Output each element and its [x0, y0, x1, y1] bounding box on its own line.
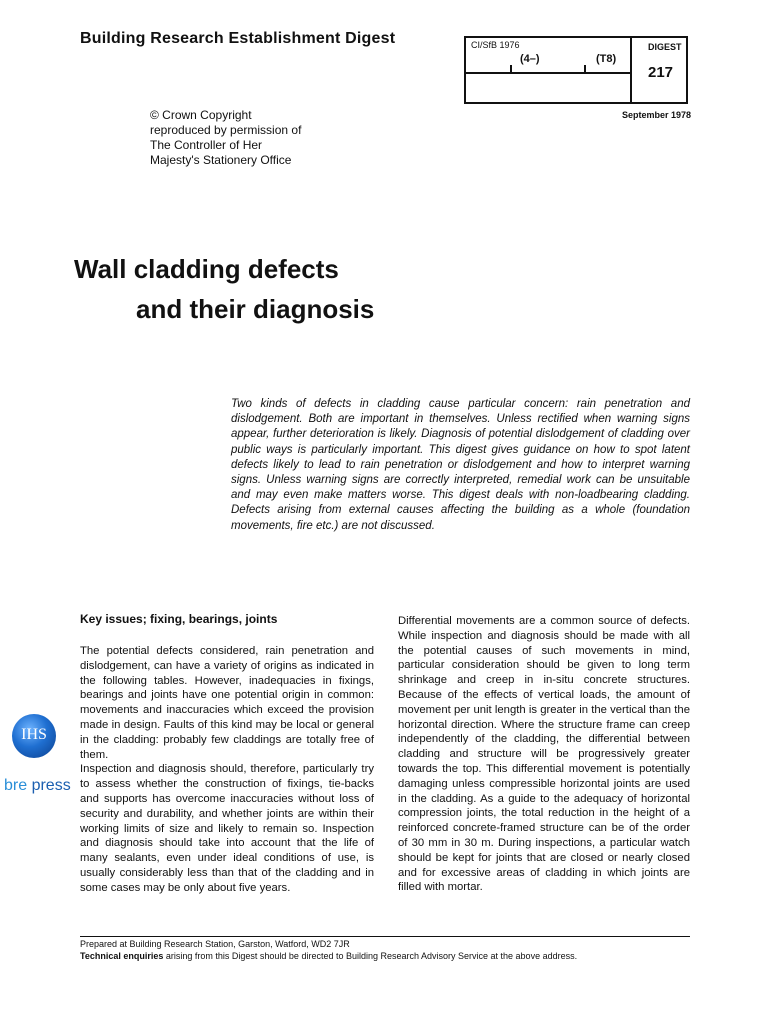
- classification-box: [464, 36, 688, 104]
- issue-date: September 1978: [622, 110, 692, 120]
- ihs-logo-icon: [12, 714, 56, 758]
- sfb-tick: [510, 65, 512, 72]
- footer-divider: [80, 936, 690, 937]
- bre-logo-word: bre: [4, 777, 28, 794]
- title-line-1: Wall cladding defects: [74, 254, 339, 284]
- copyright-line: The Controller of Her: [150, 138, 263, 152]
- copyright-line: reproduced by permission of: [150, 123, 302, 137]
- sfb-code-secondary: (T8): [596, 53, 617, 65]
- footer-enquiries-label: Technical enquiries: [80, 951, 164, 961]
- body-paragraph: Differential movements are a common source of defects. While inspection and diagnosis should be made with all the potential causes of such movements in mind, particular consideration should be given to long term shrinkage and creep in in-situ concrete structures. Because of the effects of vertical loads, the amount of movement per unit length is greater in the vertical than the horizontal direction. Where the structure frame can creep independently of the cladding, the differential between cladding and structure will be progressively greater towards the top. This differential movement is potentially damaging unless compressible horizontal joints are used in the cladding. As a guide to the adequacy of horizontal compression joints, the total reduction in the height of a reinforced concrete-framed structure can be of the order of 30 mm in 30 m. During inspections, a particular watch should be kept for joints that are closed or nearly closed and for excessive areas of cladding in which joints are filled with mortar.: [398, 615, 690, 894]
- bre-press-logo: [4, 777, 71, 795]
- sfb-top-row: [466, 38, 630, 74]
- body-paragraph: Inspection and diagnosis should, therefore, particularly try to assess whether the construction of fixings, tie-backs and supports has overcome inaccuracies without loss of security and durability, and whether joints are within their working limits of size and likely to remain so. Inspection and diagnosis should take into account that the life of many sealants, even under ideal conditions of use, is usually considerably less than that of the cladding and in some cases may be only about five years.: [80, 763, 374, 894]
- title-line-2: and their diagnosis: [136, 294, 375, 324]
- copyright-line: Majesty's Stationery Office: [150, 153, 292, 167]
- series-title: Building Research Establishment Digest: [80, 30, 396, 47]
- copyright-notice: [150, 108, 301, 168]
- left-column: [80, 644, 374, 896]
- digest-number: 217: [648, 64, 674, 81]
- body-paragraph: The potential defects considered, rain penetration and dislodgement, can have a variety of origins as indicated in the following tables. However, inadequacies in fixings, bearings and joints have one potential origin in common: movements and inaccuracies which exceed the provision made in design. Faults of this kind may be local or general in the cladding: probably few claddings are totally free of them.: [80, 645, 374, 761]
- press-logo-word: press: [31, 777, 71, 794]
- ihs-logo-text: IHS: [21, 726, 47, 743]
- section-heading: Key issues; fixing, bearings, joints: [80, 612, 278, 626]
- right-column: [398, 614, 690, 895]
- sfb-label: CI/SfB 1976: [471, 40, 520, 50]
- summary-paragraph: Two kinds of defects in cladding cause particular concern: rain penetration and dislodgement. Both are important in themselves. Unless rectified when warning signs appear, further deterioration is likely. Diagnosis of potential dislodgement of cladding over public ways is particularly important. This digest gives guidance on how to spot latent defects likely to lead to rain penetration or dislodgement and how to interpret warning signs. Unless warning signs are correctly interpreted, remedial work can be unsuitable and may even make matters worse. This digest deals with non-loadbearing cladding. Defects arising from external causes affecting the building as a whole (foundation movements, fire etc.) are not discussed.: [231, 398, 690, 532]
- footer-prepared-at: Prepared at Building Research Station, Garston, Watford, WD2 7JR: [80, 939, 350, 949]
- footer-enquiries-text: arising from this Digest should be directed to Building Research Advisory Service at the above address.: [163, 951, 578, 961]
- sfb-code-primary: (4–): [520, 53, 540, 65]
- footer-enquiries: [80, 951, 577, 961]
- copyright-line: © Crown Copyright: [150, 108, 252, 122]
- sfb-tick: [584, 65, 586, 72]
- sfb-panel: [466, 38, 632, 102]
- digest-label: DIGEST: [648, 42, 682, 52]
